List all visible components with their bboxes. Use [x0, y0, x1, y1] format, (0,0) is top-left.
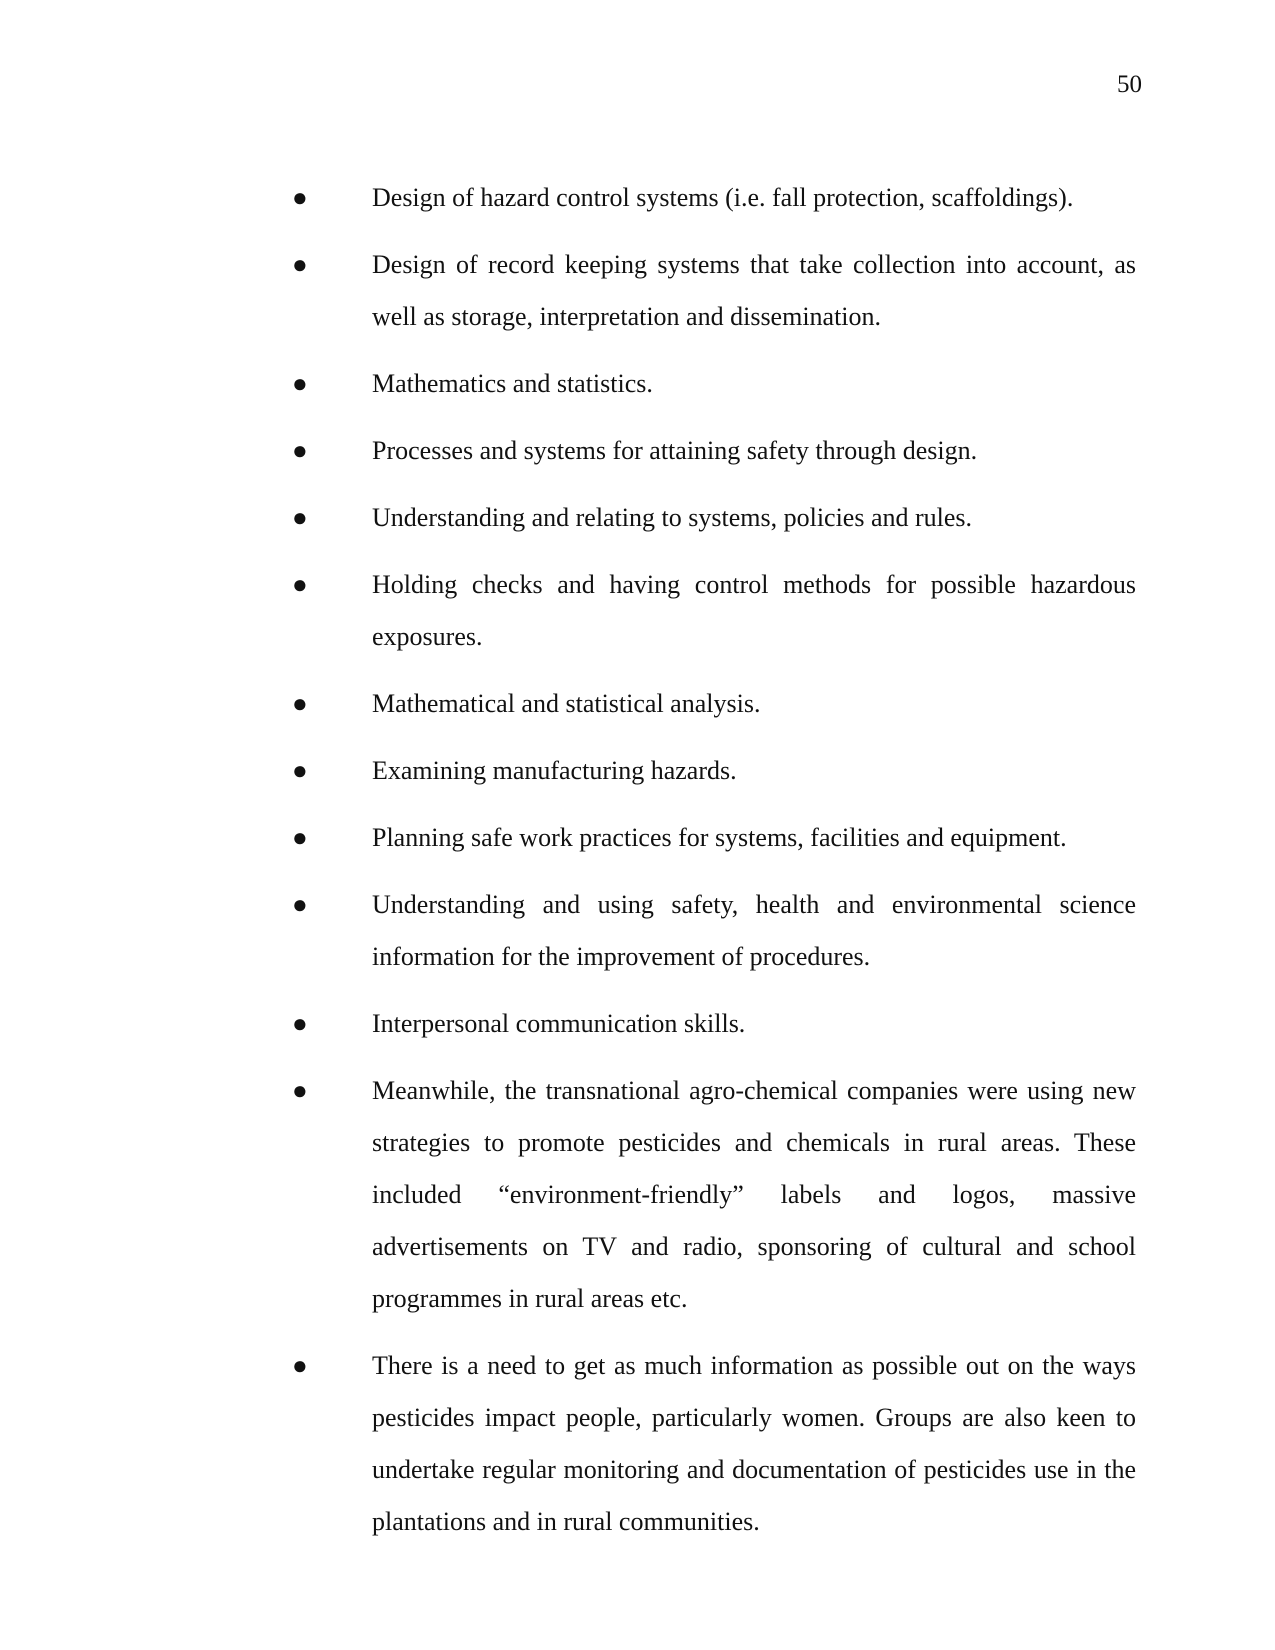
bullet-icon: ● [292, 436, 308, 465]
list-item [292, 492, 1136, 544]
list-item-text: Design of hazard control systems (i.e. fall protection, scaffoldings). [372, 183, 1074, 212]
bullet-icon: ● [292, 1076, 308, 1105]
list-item-text: Understanding and using safety, health and environmental science information for the improvement of procedures. [372, 890, 1136, 971]
list-item [292, 998, 1136, 1050]
bullet-icon: ● [292, 250, 308, 279]
list-item [292, 1340, 1136, 1548]
list-item [292, 678, 1136, 730]
list-item [292, 559, 1136, 663]
list-item-text: Understanding and relating to systems, policies and rules. [372, 503, 973, 532]
page-number: 50 [1117, 71, 1142, 98]
bullet-icon: ● [292, 369, 308, 398]
list-item-text: Design of record keeping systems that take collection into account, as well as storage, interpretation and dissemination. [372, 250, 1136, 331]
list-item-text: Holding checks and having control methods for possible hazardous exposures. [372, 570, 1136, 651]
list-item [292, 358, 1136, 410]
list-item-text: Planning safe work practices for systems, facilities and equipment. [372, 823, 1067, 852]
bullet-icon: ● [292, 1351, 308, 1380]
list-item [292, 1065, 1136, 1325]
bullet-icon: ● [292, 823, 308, 852]
bullet-icon: ● [292, 570, 308, 599]
list-item-text: There is a need to get as much information as possible out on the ways pesticides impact people, particularly women. Groups are also keen to undertake regular monitoring and documentation of pesticides use in the plantations and in rural communities. [372, 1351, 1136, 1536]
bullet-icon: ● [292, 689, 308, 718]
bullet-icon: ● [292, 1009, 308, 1038]
list-item [292, 425, 1136, 477]
list-item [292, 172, 1136, 224]
list-item-text: Mathematics and statistics. [372, 369, 653, 398]
list-item [292, 812, 1136, 864]
list-item-text: Meanwhile, the transnational agro-chemical companies were using new strategies to promote pesticides and chemicals in rural areas. These included “environment-friendly” labels and logos, massive advertisements on TV and radio, sponsoring of cultural and school programmes in rural areas etc. [372, 1076, 1136, 1313]
list-item-text: Examining manufacturing hazards. [372, 756, 737, 785]
list-item [292, 879, 1136, 983]
bullet-icon: ● [292, 756, 308, 785]
list-item-text: Interpersonal communication skills. [372, 1009, 746, 1038]
list-item [292, 745, 1136, 797]
bullet-icon: ● [292, 890, 308, 919]
bullet-list [292, 172, 1136, 1548]
bullet-icon: ● [292, 183, 308, 212]
list-item [292, 239, 1136, 343]
list-item-text: Processes and systems for attaining safety through design. [372, 436, 978, 465]
list-item-text: Mathematical and statistical analysis. [372, 689, 761, 718]
bullet-icon: ● [292, 503, 308, 532]
